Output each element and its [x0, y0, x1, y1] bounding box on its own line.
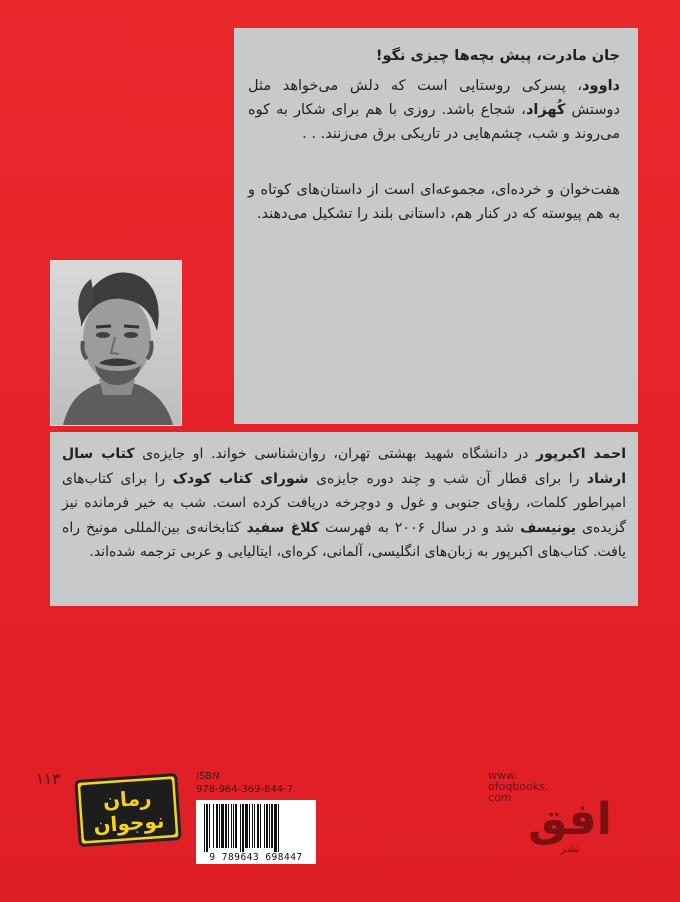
author-photo — [50, 260, 182, 426]
bio-text-5: کتابخانه‌ی بین‌المللی مونیخ راه یافت. کتاب‌های اکبرپور به زبان‌های انگلیسی، آلمانی، کره‌ای، ایتالیایی و عربی ترجمه شده‌اند. — [62, 519, 626, 560]
author-name: احمد اکبرپور — [536, 446, 626, 462]
badge-line-2: نوجوان — [92, 808, 166, 838]
blurb-paragraph-1 — [248, 74, 620, 146]
bio-text-2: را برای قطار آن شب و چند دوره جایزه‌ی — [308, 470, 587, 487]
barcode-bar — [264, 804, 265, 848]
award-name-3: یونیسف — [520, 519, 577, 536]
isbn-label: ISBN — [196, 771, 220, 782]
blurb-p1-text-a: ، پسرکی روستایی است که دلش می‌خواهد مثل دوستش — [248, 78, 620, 118]
barcode-bar — [245, 804, 248, 848]
barcode-bar — [235, 804, 237, 848]
blurb-paragraph-2: هفت‌خوان و خرده‌ای، مجموعه‌ای است از داستان‌های کوتاه و به هم پیوسته که در کنار هم، داستانی بلند را تشکیل می‌دهند. — [248, 182, 620, 222]
bio-text-1: در دانشگاه شهید بهشتی تهران، روان‌شناسی خواند. او جایزه‌ی — [134, 446, 537, 462]
award-name-1: کتاب سال ارشاد — [62, 446, 626, 487]
barcode-bar — [269, 804, 270, 848]
author-bio-text — [62, 442, 626, 565]
barcode-bar — [213, 804, 214, 848]
bio-text-4: شد و در سال ۲۰۰۶ به فهرست — [319, 519, 521, 536]
barcode-bar — [233, 804, 234, 848]
barcode-bar — [225, 804, 227, 848]
barcode-bar — [204, 804, 205, 852]
barcode-digits: 9 789643 698447 — [196, 852, 316, 864]
url-line-1: www. — [488, 769, 518, 782]
barcode-bar — [266, 804, 268, 848]
barcode-bar — [252, 804, 253, 848]
barcode-bar — [231, 804, 232, 848]
badge-line-1: رمان — [102, 785, 153, 813]
barcode-bar — [216, 804, 218, 848]
barcode-bar — [271, 804, 273, 848]
barcode-bar — [228, 804, 229, 848]
isbn-number: 978-964-369-844-7 — [196, 784, 294, 795]
award-name-2: شورای کتاب کودک — [172, 470, 309, 487]
character-name-kohzad: کُهزاد — [525, 102, 566, 118]
barcode-bar — [274, 804, 277, 852]
blurb-panel — [234, 28, 638, 424]
barcode-bar — [278, 804, 279, 852]
character-name-davood: داوود — [582, 78, 620, 94]
publisher-logo — [520, 776, 620, 856]
barcode-bar — [254, 804, 255, 848]
url-line-3: com — [488, 791, 512, 804]
barcode-bar — [209, 804, 210, 848]
isbn-barcode — [196, 800, 316, 852]
blurb-tagline: جان مادرت، پیش بچه‌ها چیزی نگو! — [375, 48, 620, 64]
isbn-text — [196, 770, 318, 796]
logo-wordmark: افق — [528, 794, 612, 845]
barcode-bar — [249, 804, 250, 848]
bio-text-3: را برای کتاب‌های امپراطور کلمات، رؤیای جنوبی و غول و دوچرخه دریافت کرده است. شب به خیر فرمانده نیز گزیده‌ی — [62, 470, 627, 536]
barcode-bar — [206, 804, 208, 852]
barcode-bar — [260, 804, 261, 848]
barcode-bar — [240, 804, 241, 852]
logo-subtext: نشر — [560, 842, 580, 855]
barcode-bar — [257, 804, 259, 848]
barcode-bar — [221, 804, 224, 848]
url-line-2: ofoqbooks. — [488, 780, 549, 793]
award-name-4: کلاغ سفید — [246, 519, 320, 536]
author-bio-panel — [50, 432, 638, 606]
barcode-bar — [242, 804, 244, 852]
series-badge-teen-novel — [74, 772, 182, 847]
page-count: ۱۱۳ — [36, 770, 61, 788]
blurb-p1-text-b: ، شجاع باشد. روزی با هم برای شکار به کوه می‌روند و شب، چشم‌هایی در تاریکی برق می‌زنند. . . — [248, 102, 620, 142]
barcode-bar — [219, 804, 220, 848]
